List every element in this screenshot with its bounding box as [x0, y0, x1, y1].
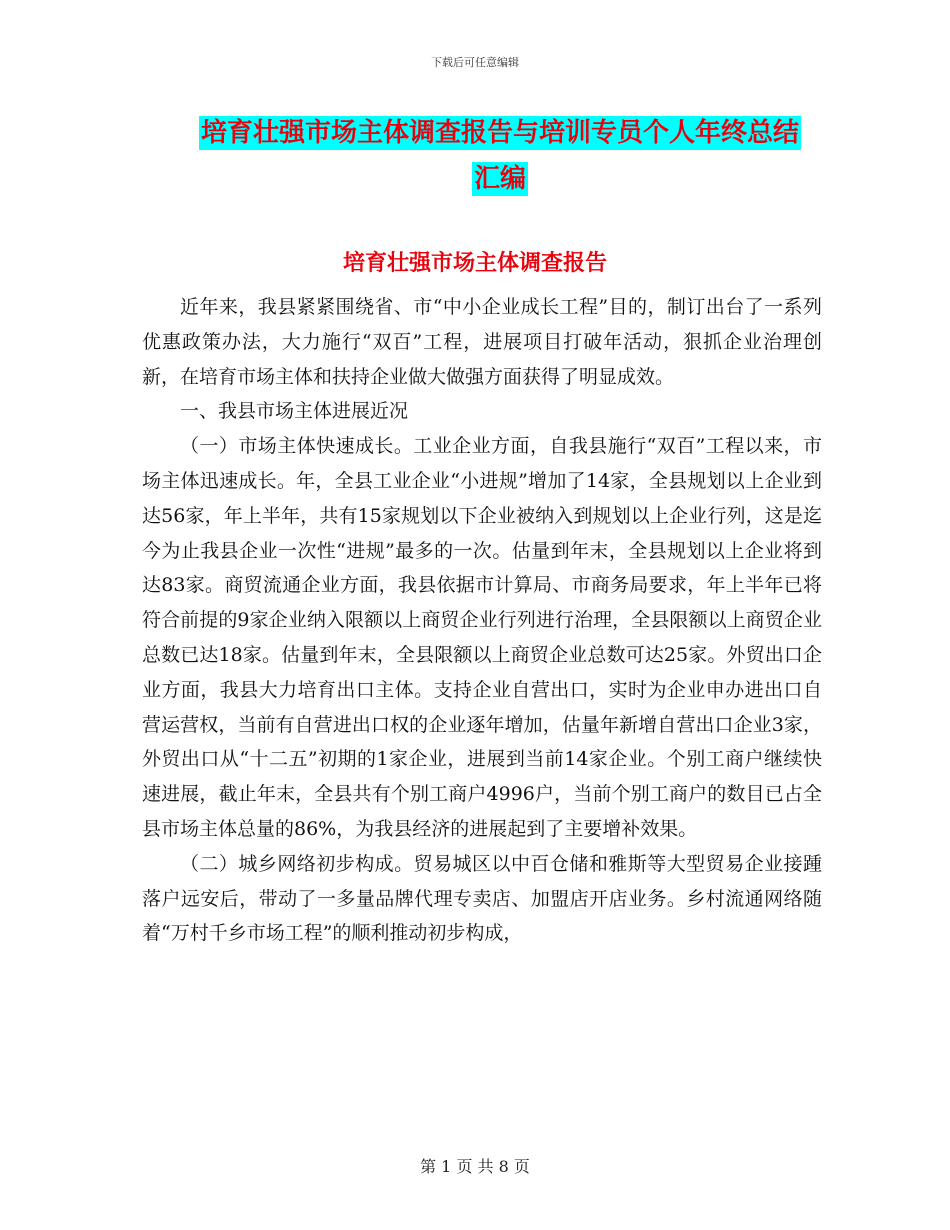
paragraph: 近年来，我县紧紧围绕省、市“中小企业成长工程”目的，制订出台了一系列优惠政策办法，大力施行“双百”工程，进展项目打破年活动，狠抓企业治理创新，在培育市场主体和扶持企业做大做强方面获得了明显成效。: [142, 296, 822, 388]
paragraph: 一、我县市场主体进展近况: [180, 400, 409, 423]
body-text: [142, 290, 822, 951]
document-title: [140, 110, 860, 202]
title-line-1: 培育壮强市场主体调查报告与培训专员个人年终总结: [200, 118, 799, 148]
title-line-2: 汇编: [473, 164, 526, 194]
paragraph: （一）市场主体快速成长。工业企业方面，自我县施行“双百”工程以来，市场主体迅速成长。年，全县工业企业“小进规”增加了14家，全县规划以上企业到达56家，年上半年，共有15家规划以下企业被纳入到规划以上企业行列，这是迄今为止我县企业一次性“进规”最多的一次。估量到年末，全县规划以上企业将到达83家。商贸流通企业方面，我县依据市计算局、市商务局要求，年上半年已将符合前提的9家企业纳入限额以上商贸企业行列进行治理，全县限额以上商贸企业总数已达18家。估量到年末，全县限额以上商贸企业总数可达25家。外贸出口企业方面，我县大力培育出口主体。支持企业自营出口，实时为企业申办进出口自营运营权，当前有自营进出口权的企业逐年增加，估量年新增自营出口企业3家，外贸出口从“十二五”初期的1家企业，进展到当前14家企业。个别工商户继续快速进展，截止年末，全县共有个别工商户4996户，当前个别工商户的数目已占全县市场主体总量的86%，为我县经济的进展起到了主要增补效果。: [142, 435, 822, 840]
header-note: 下载后可任意编辑: [431, 56, 519, 69]
page-footer: 第 1 页 共 8 页: [420, 1157, 530, 1176]
section-title: 培育壮强市场主体调查报告: [342, 250, 607, 276]
paragraph: （二）城乡网络初步构成。贸易城区以中百仓储和雅斯等大型贸易企业接踵落户远安后，带动了一多量品牌代理专卖店、加盟店开店业务。乡村流通网络随着“万村千乡市场工程”的顺利推动初步构成，: [142, 852, 822, 945]
